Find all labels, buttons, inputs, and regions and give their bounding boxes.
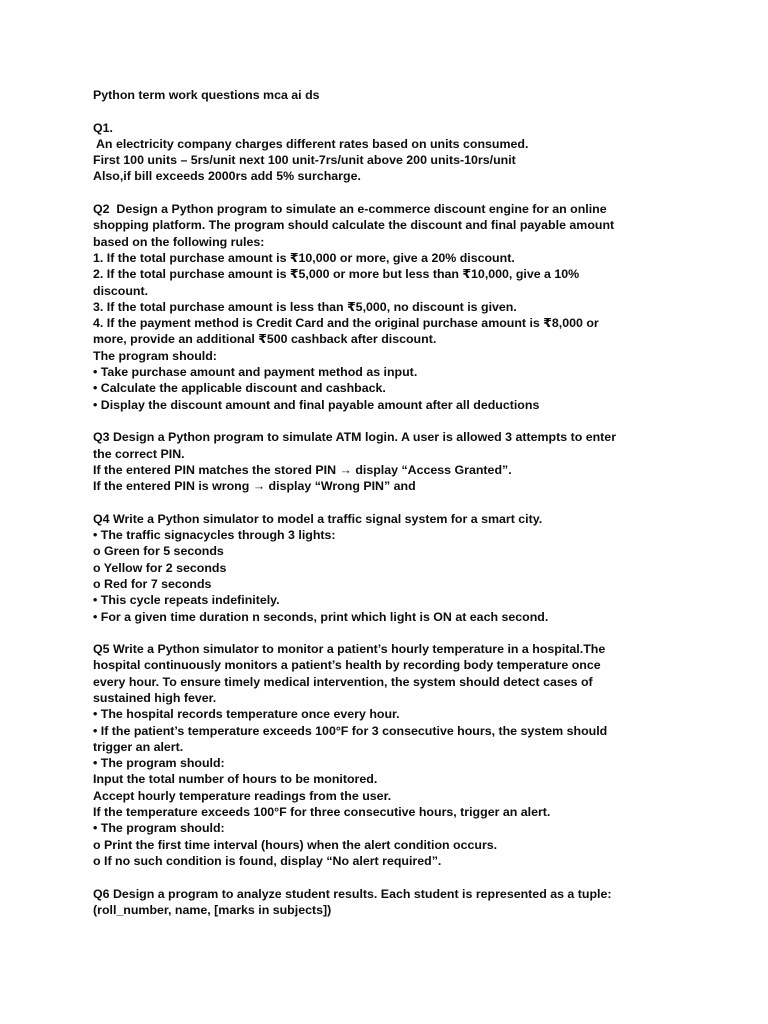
bullet-item: • For a given time duration n seconds, print which light is ON at each second.	[93, 609, 549, 624]
question-text-line: sustained high fever.	[93, 690, 217, 705]
bullet-item: • Take purchase amount and payment method as input.	[93, 365, 418, 380]
spacer	[93, 869, 733, 885]
question-2	[93, 201, 733, 413]
question-text-line: If the entered PIN matches the stored PIN → display “Access Granted”.	[93, 462, 512, 477]
document-page	[93, 87, 733, 918]
question-text-line: Input the total number of hours to be monitored.	[93, 772, 378, 787]
question-text-line: The program should:	[93, 348, 217, 363]
rule-line: 3. If the total purchase amount is less than ₹5,000, no discount is given.	[93, 299, 517, 314]
spacer	[93, 413, 733, 429]
question-text-line: Also,if bill exceeds 2000rs add 5% surcharge.	[93, 169, 361, 184]
sub-bullet-item: o Red for 7 seconds	[93, 576, 212, 591]
question-text-line: Accept hourly temperature readings from the user.	[93, 788, 392, 803]
bullet-item: • The hospital records temperature once every hour.	[93, 707, 400, 722]
question-number: Q1.	[93, 120, 113, 135]
question-4	[93, 511, 733, 625]
question-text-line: Q2 Design a Python program to simulate an e-commerce discount engine for an online	[93, 202, 607, 217]
question-5	[93, 641, 733, 869]
question-text-line: Q5 Write a Python simulator to monitor a patient’s hourly temperature in a hospital.The	[93, 642, 606, 657]
question-text-line: Q3 Design a Python program to simulate ATM login. A user is allowed 3 attempts to enter	[93, 430, 617, 445]
question-6	[93, 886, 733, 919]
spacer	[93, 625, 733, 641]
sub-bullet-item: o Print the first time interval (hours) when the alert condition occurs.	[93, 837, 498, 852]
question-text-line: If the temperature exceeds 100°F for three consecutive hours, trigger an alert.	[93, 805, 551, 820]
question-text-line: (roll_number, name, [marks in subjects])	[93, 902, 332, 917]
question-text-line: If the entered PIN is wrong → display “Wrong PIN” and	[93, 479, 416, 494]
spacer	[93, 494, 733, 510]
bullet-item: • The traffic signacycles through 3 lights:	[93, 528, 336, 543]
document-title: Python term work questions mca ai ds	[93, 88, 320, 102]
rule-line: more, provide an additional ₹500 cashback after discount.	[93, 332, 437, 347]
question-text-line: Q4 Write a Python simulator to model a traffic signal system for a smart city.	[93, 511, 543, 526]
sub-bullet-item: o Yellow for 2 seconds	[93, 560, 227, 575]
question-text-line: An electricity company charges different rates based on units consumed.	[93, 136, 529, 151]
question-text-line: based on the following rules:	[93, 234, 265, 249]
bullet-item: • This cycle repeats indefinitely.	[93, 593, 280, 608]
bullet-item: • Calculate the applicable discount and cashback.	[93, 381, 386, 396]
spacer	[93, 185, 733, 201]
question-text-line: hospital continuously monitors a patient’s health by recording body temperature once	[93, 658, 601, 673]
rule-line: 2. If the total purchase amount is ₹5,000 or more but less than ₹10,000, give a 10%	[93, 267, 580, 282]
spacer	[93, 103, 733, 119]
rule-line: discount.	[93, 283, 149, 298]
question-text-line: trigger an alert.	[93, 739, 184, 754]
question-text-line: every hour. To ensure timely medical intervention, the system should detect cases of	[93, 674, 593, 689]
question-1	[93, 120, 733, 185]
question-text-line: First 100 units – 5rs/unit next 100 unit-7rs/unit above 200 units-10rs/unit	[93, 153, 516, 168]
question-text-line: Q6 Design a program to analyze student results. Each student is represented as a tuple:	[93, 886, 612, 901]
question-text-line: the correct PIN.	[93, 446, 185, 461]
rule-line: 1. If the total purchase amount is ₹10,000 or more, give a 20% discount.	[93, 250, 515, 265]
rule-line: 4. If the payment method is Credit Card and the original purchase amount is ₹8,000 or	[93, 316, 599, 331]
bullet-item: • The program should:	[93, 756, 225, 771]
question-text-line: shopping platform. The program should calculate the discount and final payable amount	[93, 218, 615, 233]
question-3	[93, 429, 733, 494]
bullet-item: • If the patient’s temperature exceeds 100°F for 3 consecutive hours, the system should	[93, 723, 608, 738]
bullet-item: • Display the discount amount and final payable amount after all deductions	[93, 397, 540, 412]
sub-bullet-item: o Green for 5 seconds	[93, 544, 224, 559]
bullet-item: • The program should:	[93, 821, 225, 836]
sub-bullet-item: o If no such condition is found, display “No alert required”.	[93, 853, 442, 868]
